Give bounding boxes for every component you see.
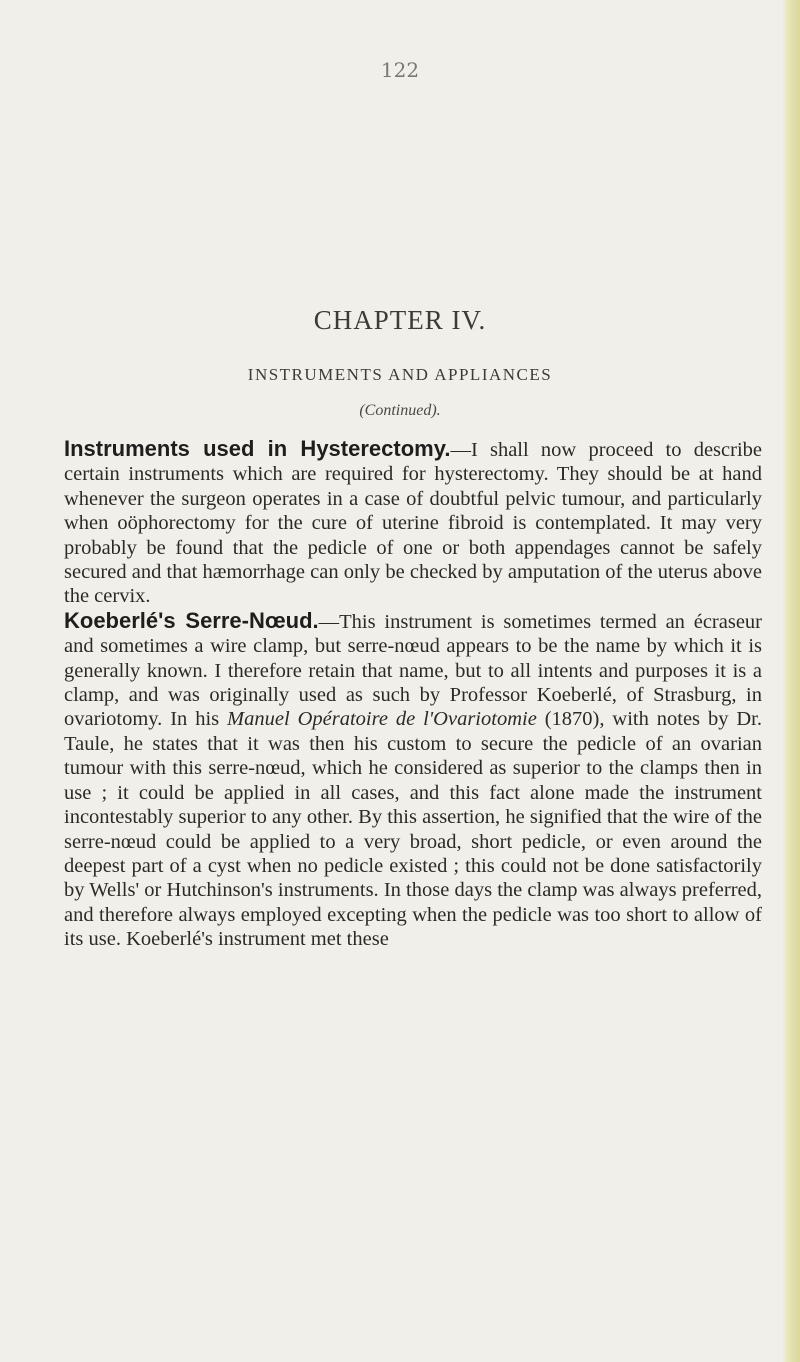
chapter-title: CHAPTER IV. <box>313 305 487 335</box>
chapter-subtitle: INSTRUMENTS AND APPLIANCES <box>247 365 553 384</box>
page-number: 122 <box>380 58 420 82</box>
section-heading-serre-noeud: Koeberlé's Serre-Nœud. <box>64 607 319 633</box>
book-title: Manuel Opératoire de l'Ovariotomie <box>227 708 537 731</box>
page-edge <box>782 0 800 1362</box>
paragraph-text-continued: (1870), with notes by Dr. Taule, he states that it was then his custom to secure the pedicle of an ovarian tumour with this serre-nœud, which he considered as superior to the clamps then in use ; it could be applied in all cases, and this fact alone made the instrument incontestably superior to any other. By this assertion, he signified that the wire of the serre-nœud could be applied to a very broad, short pedicle, or even around the deepest part of a cyst when no pedicle existed ; this could not be done satisfactorily by Wells' or Hutchinson's instruments. In those days the clamp was always preferred, and therefore always employed excepting when the pedicle was too short to allow of its use. Koeberlé's instrument met these <box>64 708 762 951</box>
chapter-continued-note: (Continued). <box>359 402 441 419</box>
paragraph-text: —I shall now proceed to describe certain instruments which are required for hysterectomy. They should be at hand whenever the surgeon operates in a case of doubtful pelvic tumour, and particularly when oöphorectomy for the cure of uterine fibroid is contemplated. It may very probably be found that the pedicle of one or both appendages cannot be safely secured and that hæmorrhage can only be checked by amputation of the uterus above the cervix. <box>64 439 763 608</box>
body-text <box>64 437 762 952</box>
paragraph-serre-noeud <box>64 609 762 952</box>
section-heading-hysterectomy: Instruments used in Hysterectomy. <box>64 436 451 461</box>
paragraph-text: —This instrument is sometimes termed an écraseur and sometimes a wire clamp, but serre-nœud appears to be the name by which it is generally known. I therefore retain that name, but to all intents and purposes it is a clamp, and was originally used as such by Professor Koeberlé, of Strasburg, in ovariotomy. In his <box>64 610 762 731</box>
paragraph-hysterectomy <box>64 437 762 609</box>
